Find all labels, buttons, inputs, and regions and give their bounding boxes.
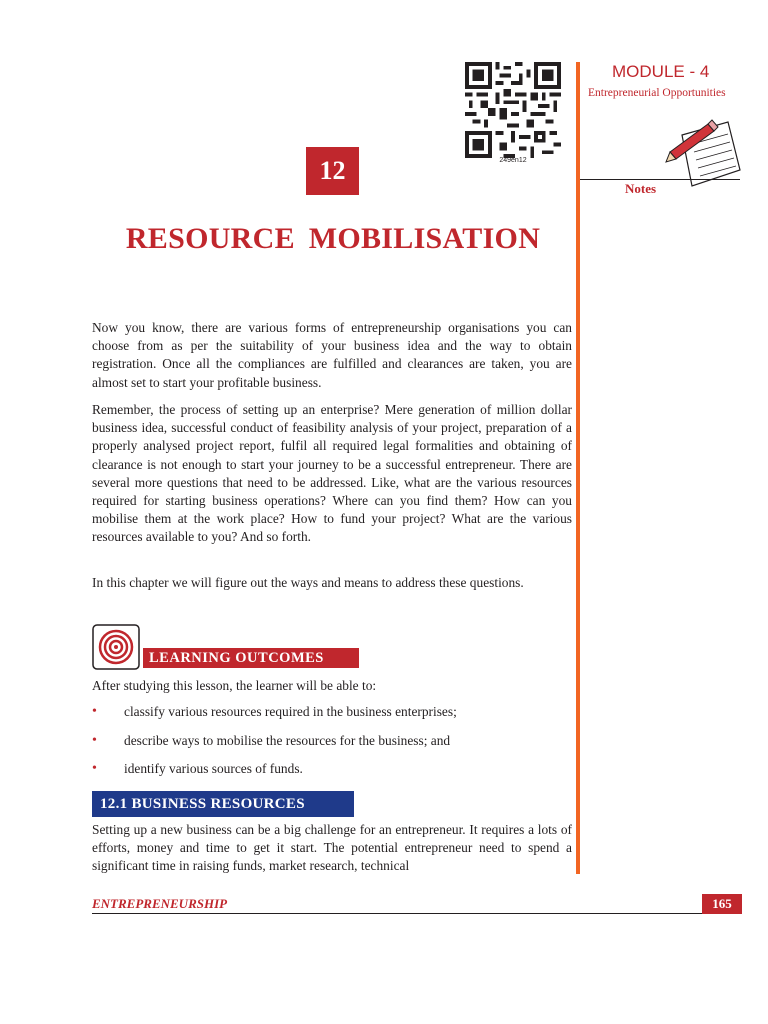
notes-divider [580, 179, 740, 180]
intro-paragraph-2: Remember, the process of setting up an enterprise? Mere generation of million dollar business idea, successful conduct of feasibility analysis of your project, preparation of a properly analysed project report, fulfil all required legal formalities and obtaining of clearance is not enough to start your journey to be a successful entrepreneur. There are several more questions that need to be addressed. Like, what are the various resources required for starting business operations? Where can you find them? How can you mobilise them at the work place? How to fund your project? What are the various resources available to you? And so forth. [92, 402, 572, 545]
module-label: MODULE - 4 [612, 62, 710, 81]
list-item-text: describe ways to mobilise the resources for the business; and [124, 733, 451, 748]
page-number: 165 [702, 894, 742, 914]
footer-divider [92, 913, 742, 914]
list-item-text: classify various resources required in the business enterprises; [124, 704, 457, 719]
list-item-text: identify various sources of funds. [124, 761, 303, 776]
section-paragraph: Setting up a new business can be a big challenge for an entrepreneur. It requires a lots of efforts, money and time to get it start. The potential entrepreneur need to spend a significant time in raising funds, market research, technical [92, 822, 572, 874]
target-icon [92, 624, 140, 670]
pencil-paper-icon [662, 110, 742, 188]
chapter-number: 12 [306, 147, 359, 195]
chapter-title: RESOURCE MOBILISATION [125, 222, 541, 255]
section-heading: 12.1 BUSINESS RESOURCES [92, 791, 354, 817]
qr-code-id: 249en12 [499, 157, 527, 164]
learning-outcomes-intro: After studying this lesson, the learner will be able to: [92, 678, 377, 693]
bullet-icon: • [92, 761, 97, 776]
notes-label: Notes [625, 181, 657, 196]
intro-paragraph-3: In this chapter we will figure out the ways and means to address these questions. [92, 575, 524, 590]
bullet-icon: • [92, 733, 97, 748]
learning-outcomes-heading: LEARNING OUTCOMES [143, 648, 359, 668]
module-subtitle: Entrepreneurial Opportunities [588, 87, 726, 99]
margin-rule [576, 62, 580, 874]
intro-paragraph-1: Now you know, there are various forms of entrepreneurship organisations you can choose from as per the suitability of your business idea and the way to obtain registration. Once all the compliances are fulfilled and clearances are taken, you are almost set to start your profitable business. [92, 320, 572, 390]
footer-title: ENTREPRENEURSHIP [92, 896, 228, 911]
qr-code [465, 62, 561, 158]
bullet-icon: • [92, 704, 97, 719]
